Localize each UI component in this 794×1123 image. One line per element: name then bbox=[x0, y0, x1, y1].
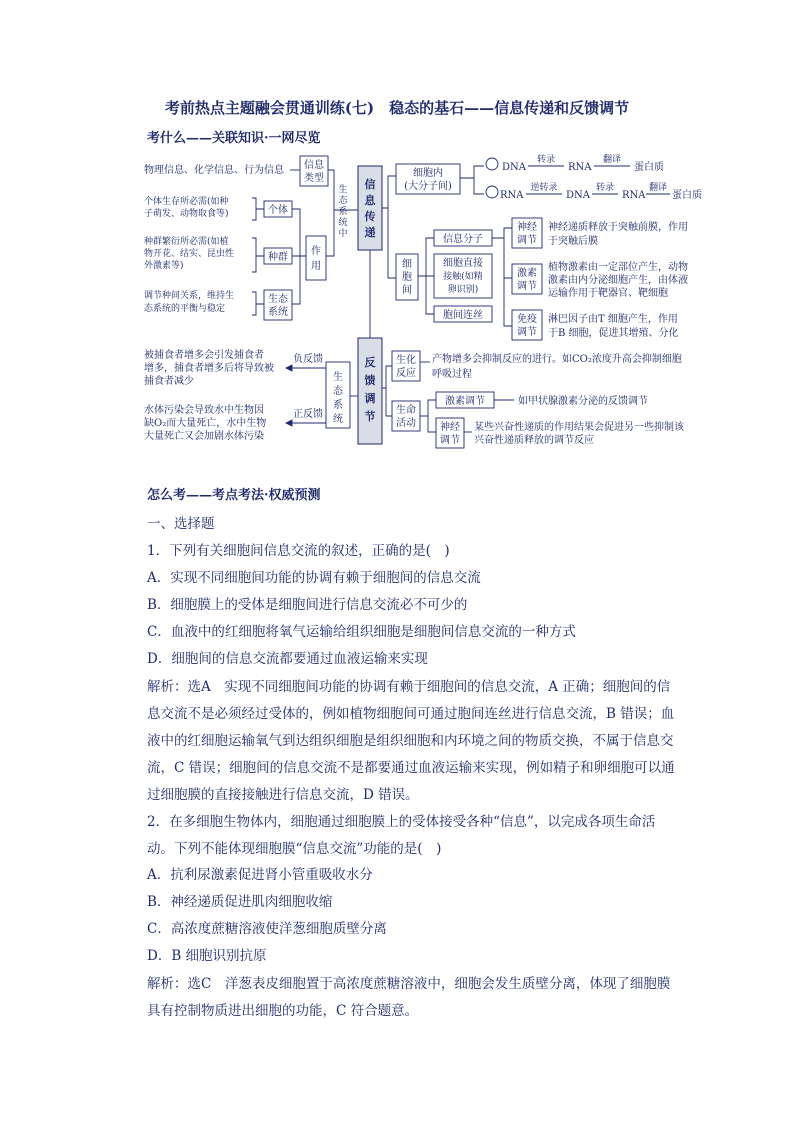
svg-text:(大分子间): (大分子间) bbox=[404, 181, 452, 192]
nerve-regulation-note: 某些兴奋性递质的作用结果会促进另一些抑制该 bbox=[474, 422, 684, 433]
section-heading-exam: 怎么考——考点考法·权威预测 bbox=[147, 488, 321, 503]
q1-option-c: C．血液中的红细胞将氧气运输给组织细胞是细胞间信息交流的一种方式 bbox=[147, 624, 576, 640]
svg-text:DNA: DNA bbox=[566, 190, 590, 201]
svg-text:生: 生 bbox=[333, 372, 343, 383]
svg-text:呼吸过程: 呼吸过程 bbox=[432, 369, 472, 380]
svg-text:反: 反 bbox=[364, 356, 376, 369]
svg-text:逆转录: 逆转录 bbox=[530, 183, 558, 193]
svg-text:于突触后膜: 于突触后膜 bbox=[548, 236, 598, 247]
svg-text:于B 细胞，促进其增殖、分化: 于B 细胞，促进其增殖、分化 bbox=[548, 328, 679, 339]
nerve-note: 神经递质释放于突触前膜，作用 bbox=[548, 222, 688, 233]
svg-text:调节: 调节 bbox=[517, 327, 537, 338]
section-heading-knowledge: 考什么——关联知识·一网尽览 bbox=[147, 131, 321, 146]
svg-text:RNA: RNA bbox=[500, 190, 524, 201]
svg-text:接触(如精: 接触(如精 bbox=[443, 272, 483, 282]
svg-text:细胞直接: 细胞直接 bbox=[443, 258, 483, 269]
svg-text:调节: 调节 bbox=[440, 435, 460, 446]
svg-text:转录: 转录 bbox=[595, 183, 615, 193]
population-note: 种群繁衍所必需(如植 bbox=[144, 237, 229, 247]
svg-text:传: 传 bbox=[364, 210, 376, 223]
svg-text:统: 统 bbox=[338, 218, 348, 228]
biochem-note: 产物增多会抑制反应的进行。如CO₂浓度升高会抑制细胞 bbox=[432, 354, 682, 365]
svg-text:细胞内: 细胞内 bbox=[413, 168, 443, 179]
svg-text:DNA: DNA bbox=[502, 162, 526, 173]
svg-text:态: 态 bbox=[333, 386, 343, 397]
q1-option-a: A．实现不同细胞间功能的协调有赖于细胞间的信息交流 bbox=[147, 570, 481, 586]
svg-text:卵识别): 卵识别) bbox=[447, 285, 479, 295]
in-ecosystem-label: 生 bbox=[338, 185, 348, 195]
svg-text:生命: 生命 bbox=[396, 405, 416, 416]
svg-text:个体: 个体 bbox=[268, 205, 288, 216]
positive-feedback-note: 水体污染会导致水中生物因 bbox=[144, 405, 264, 416]
svg-text:蛋白质: 蛋白质 bbox=[672, 190, 702, 201]
svg-text:系: 系 bbox=[333, 400, 343, 411]
svg-text:RNA: RNA bbox=[568, 162, 592, 173]
svg-text:胞: 胞 bbox=[402, 272, 412, 283]
svg-text:节: 节 bbox=[364, 410, 376, 423]
svg-text:免疫: 免疫 bbox=[517, 314, 537, 325]
svg-text:大量死亡又会加剧水体污染: 大量死亡又会加剧水体污染 bbox=[144, 431, 264, 442]
feedback-box bbox=[358, 338, 382, 444]
info-types-text: 物理信息、化学信息、行为信息 bbox=[144, 165, 284, 176]
hormone-note: 植物激素由一定部位产生，动物 bbox=[548, 262, 688, 273]
svg-text:反应: 反应 bbox=[396, 368, 416, 379]
svg-text:调节: 调节 bbox=[517, 281, 537, 292]
q1-option-b: B．细胞膜上的受体是细胞间进行信息交流必不可少的 bbox=[147, 597, 468, 613]
svg-text:物开花、结实、昆虫性: 物开花、结实、昆虫性 bbox=[144, 249, 235, 259]
svg-text:间: 间 bbox=[402, 285, 412, 296]
svg-text:统: 统 bbox=[333, 414, 343, 425]
negative-feedback-note: 被捕食者增多会引发捕食者 bbox=[144, 350, 264, 361]
concept-map bbox=[140, 148, 710, 458]
q2-option-d: D．B 细胞识别抗原 bbox=[147, 948, 267, 964]
svg-text:激素由内分泌细胞产生，由体液: 激素由内分泌细胞产生，由体液 bbox=[548, 275, 688, 286]
negative-feedback-label: 负反馈 bbox=[293, 354, 323, 365]
q2-stem: 2．在多细胞生物体内，细胞通过细胞膜上的受体接受各种“信息”，以完成各项生命活动。下列不能体现细胞膜“信息交流”功能的是( ) bbox=[147, 814, 656, 857]
svg-text:类型: 类型 bbox=[304, 173, 324, 184]
svg-text:作: 作 bbox=[311, 246, 321, 257]
svg-text:RNA: RNA bbox=[622, 190, 646, 201]
q2-option-a: A．抗利尿激素促进肾小管重吸收水分 bbox=[147, 867, 373, 883]
svg-text:转录: 转录 bbox=[536, 155, 556, 165]
svg-text:兴奋性递质释放的调节反应: 兴奋性递质释放的调节反应 bbox=[474, 435, 594, 446]
svg-text:翻译: 翻译 bbox=[648, 183, 668, 193]
svg-text:馈: 馈 bbox=[364, 374, 376, 387]
svg-text:递: 递 bbox=[364, 226, 376, 239]
q1-stem: 1．下列有关细胞间信息交流的叙述，正确的是( ) bbox=[147, 543, 450, 559]
svg-text:息: 息 bbox=[364, 194, 376, 207]
part-heading: 一、选择题 bbox=[147, 516, 215, 532]
svg-text:态系统的平衡与稳定: 态系统的平衡与稳定 bbox=[144, 304, 226, 314]
svg-text:捕食者减少: 捕食者减少 bbox=[144, 376, 194, 387]
svg-text:神经: 神经 bbox=[440, 422, 460, 433]
svg-text:种群: 种群 bbox=[268, 252, 288, 263]
svg-text:生化: 生化 bbox=[396, 355, 416, 366]
svg-text:激素: 激素 bbox=[517, 268, 537, 279]
immune-note: 淋巴因子由T 细胞产生，作用 bbox=[548, 314, 678, 325]
svg-text:缺O₂而大量死亡，水中生物: 缺O₂而大量死亡，水中生物 bbox=[144, 418, 267, 429]
q2-option-b: B．神经递质促进肌肉细胞收缩 bbox=[147, 894, 333, 910]
svg-text:系: 系 bbox=[338, 207, 348, 217]
svg-text:翻译: 翻译 bbox=[602, 155, 622, 165]
svg-text:信息分子: 信息分子 bbox=[443, 234, 483, 245]
page-title: 考前热点主题融会贯通训练(七) 稳态的基石——信息传递和反馈调节 bbox=[164, 99, 630, 117]
ecosystem-note: 调节种间关系，维持生 bbox=[144, 291, 235, 301]
svg-text:信: 信 bbox=[364, 178, 376, 191]
svg-text:神经: 神经 bbox=[517, 222, 537, 233]
svg-text:增多，捕食者增多后将导致被: 增多，捕食者增多后将导致被 bbox=[144, 363, 274, 374]
function-box bbox=[306, 236, 326, 280]
svg-text:信息: 信息 bbox=[304, 160, 324, 171]
q1-option-d: D．细胞间的信息交流都要通过血液运输来实现 bbox=[147, 651, 428, 667]
positive-feedback-label: 正反馈 bbox=[293, 409, 323, 420]
q2-option-c: C．高浓度蔗糖溶液使洋葱细胞质壁分离 bbox=[147, 921, 387, 937]
svg-text:系统: 系统 bbox=[268, 307, 288, 318]
q2-analysis: 解析：选C 洋葱表皮细胞置于高浓度蔗糖溶液中，细胞会发生质壁分离，体现了细胞膜具有控制物质进出细胞的功能，C 符合题意。 bbox=[147, 976, 671, 1019]
svg-text:蛋白质: 蛋白质 bbox=[634, 162, 664, 173]
svg-text:态: 态 bbox=[338, 196, 348, 206]
svg-text:活动: 活动 bbox=[396, 418, 416, 429]
svg-text:胞间连丝: 胞间连丝 bbox=[443, 310, 483, 321]
svg-text:细: 细 bbox=[402, 259, 412, 270]
svg-text:生态: 生态 bbox=[268, 294, 288, 305]
svg-text:运输作用于靶器官、靶细胞: 运输作用于靶器官、靶细胞 bbox=[548, 288, 668, 299]
svg-text:子萌发、动物取食等): 子萌发、动物取食等) bbox=[144, 209, 229, 219]
svg-text:调节: 调节 bbox=[517, 235, 537, 246]
svg-text:中: 中 bbox=[338, 229, 348, 239]
svg-text:调: 调 bbox=[364, 392, 376, 405]
svg-text:外激素等): 外激素等) bbox=[144, 261, 184, 271]
hormone-regulation-note: 如甲状腺激素分泌的反馈调节 bbox=[518, 396, 648, 407]
svg-text:激素调节: 激素调节 bbox=[445, 396, 485, 407]
individual-note: 个体生存所必需(如种 bbox=[144, 197, 229, 207]
svg-text:用: 用 bbox=[311, 261, 321, 272]
q1-analysis: 解析：选A 实现不同细胞间功能的协调有赖于细胞间的信息交流，A 正确；细胞间的信息交流不是必须经过受体的，例如植物细胞间可通过胞间连丝进行信息交流，B 错误；血液中的红细胞运输氧气到达组织细胞是组织细胞和内环境之间的物质交换，不属于信息交流，C 错误；细胞间的信息交流不是都要通过血液运输来实现，例如精子和卵细胞可以通过细胞膜的直接接触进行信息交流，D 错误。 bbox=[147, 679, 675, 803]
